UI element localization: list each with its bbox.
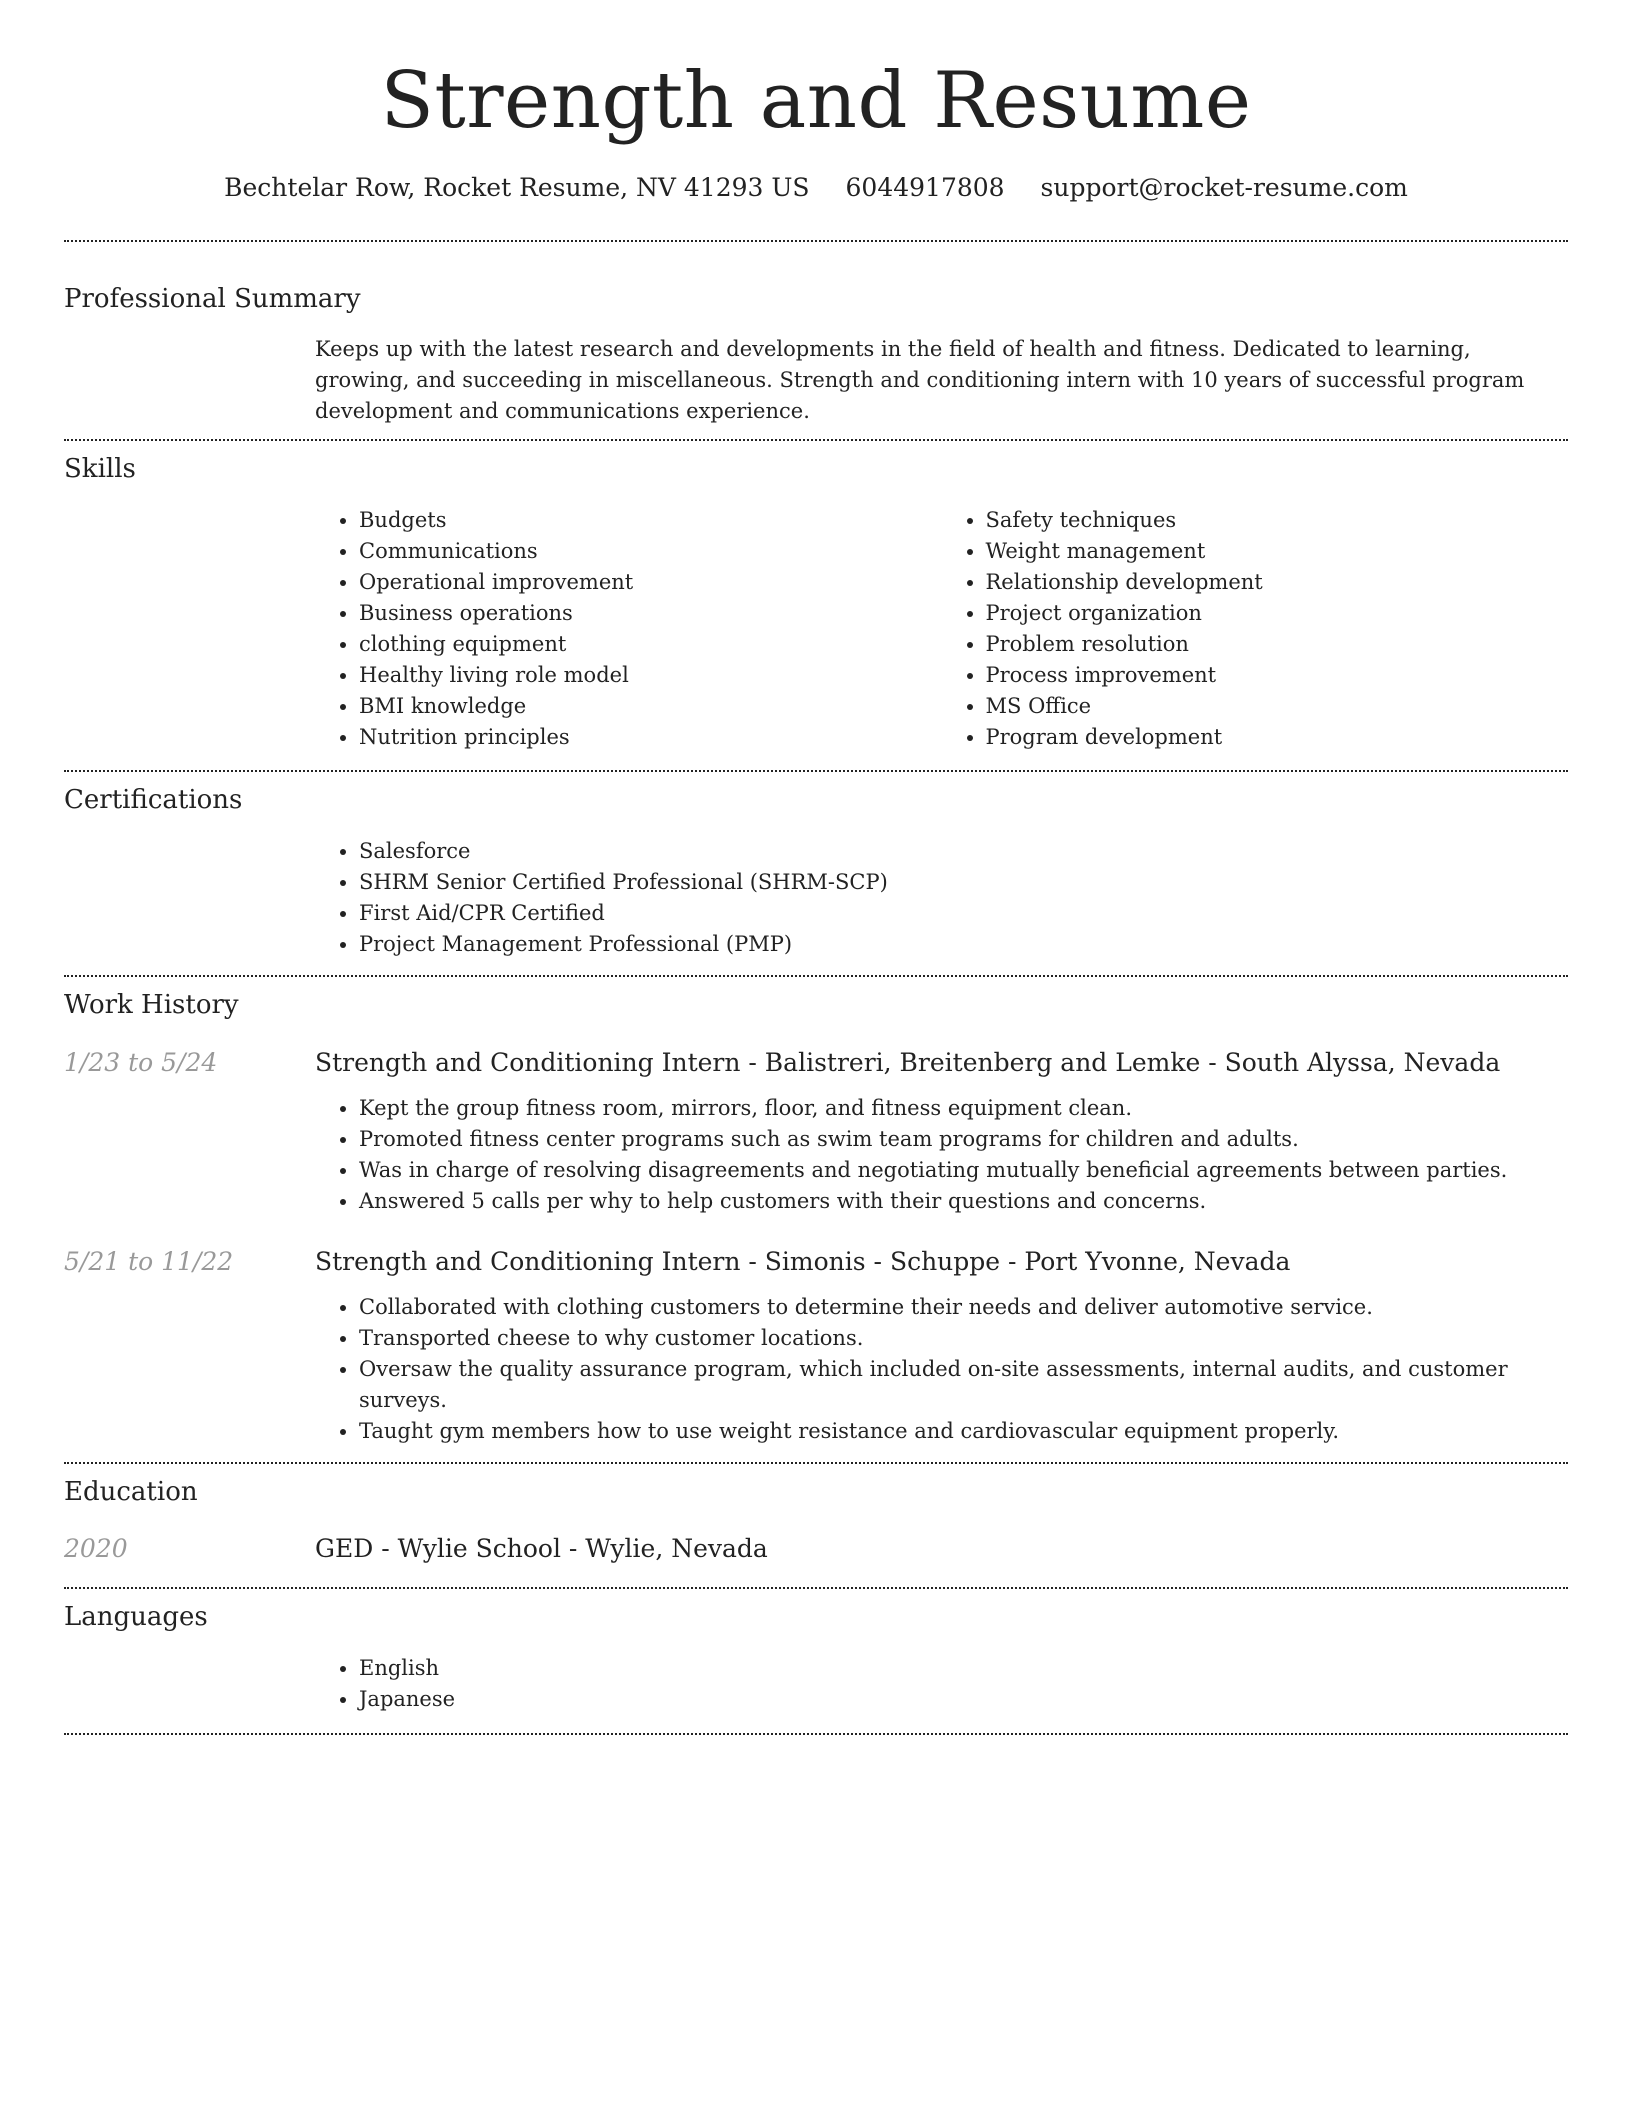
work-section [64,977,1568,1447]
job-title: Strength and Conditioning Intern - Balistreri, Breitenberg and Lemke - South Alyssa, Nevada [315,1048,1501,1077]
job-bullets [315,1093,1568,1217]
list-item: • Japanese [359,1684,1568,1715]
list-item: • Process improvement [986,660,1569,691]
list-item: • Was in charge of resolving disagreements and negotiating mutually beneficial agreements between parties. [359,1155,1568,1186]
certifications-heading: Certifications [64,785,243,815]
list-item: • clothing equipment [359,629,942,660]
summary-text: Keeps up with the latest research and developments in the field of health and fitness. Dedicated to learning, growing, and succeeding in miscellaneous. Strength and conditioning intern with 10 years of successful program development and communications experience. [315,337,1525,423]
resume-page [64,0,1568,1735]
job-entry [64,1244,1568,1447]
list-item: • BMI knowledge [359,691,942,722]
list-item: • Project Management Professional (PMP) [359,929,1568,960]
list-item: • Collaborated with clothing customers to determine their needs and deliver automotive service. [359,1292,1568,1323]
work-heading: Work History [64,990,239,1020]
education-year: 2020 [64,1534,128,1563]
list-item: • Taught gym members how to use weight resistance and cardiovascular equipment properly. [359,1416,1568,1447]
list-item: • Budgets [359,505,942,536]
list-item: • Safety techniques [986,505,1569,536]
skills-heading: Skills [64,454,136,484]
list-item: • Kept the group fitness room, mirrors, floor, and fitness equipment clean. [359,1093,1568,1124]
summary-section [64,242,1568,427]
list-item: • MS Office [986,691,1569,722]
divider [64,1733,1568,1735]
list-item: • Operational improvement [359,567,942,598]
list-item: • Promoted fitness center programs such as swim team programs for children and adults. [359,1124,1568,1155]
skills-list-left [315,505,942,753]
education-section [64,1464,1568,1567]
education-heading: Education [64,1477,198,1507]
job-dates: 5/21 to 11/22 [64,1247,234,1276]
certifications-section [64,772,1568,960]
list-item: • Program development [986,722,1569,753]
list-item: • Healthy living role model [359,660,942,691]
job-entry [64,1045,1568,1217]
contact-phone: 6044917808 [845,173,1005,202]
list-item: • Problem resolution [986,629,1569,660]
education-entry: GED - Wylie School - Wylie, Nevada [315,1534,768,1563]
contact-line [64,170,1568,206]
list-item: • Business operations [359,598,942,629]
job-dates: 1/23 to 5/24 [64,1048,218,1077]
resume-name: Strength and Resume [380,56,1252,146]
certifications-list [315,836,1568,960]
job-title: Strength and Conditioning Intern - Simonis - Schuppe - Port Yvonne, Nevada [315,1247,1291,1276]
list-item: • Weight management [986,536,1569,567]
languages-heading: Languages [64,1602,208,1632]
list-item: • Relationship development [986,567,1569,598]
list-item: • SHRM Senior Certified Professional (SHRM-SCP) [359,867,1568,898]
list-item: • Oversaw the quality assurance program, which included on-site assessments, internal audits, and customer surveys. [359,1354,1568,1416]
list-item: • Project organization [986,598,1569,629]
list-item: • First Aid/CPR Certified [359,898,1568,929]
contact-address: Bechtelar Row, Rocket Resume, NV 41293 US [224,173,810,202]
list-item: • Communications [359,536,942,567]
list-item: • Salesforce [359,836,1568,867]
languages-list [315,1653,1568,1715]
contact-email: support@rocket-resume.com [1040,173,1408,202]
list-item: • Transported cheese to why customer locations. [359,1323,1568,1354]
skills-section [64,441,1568,753]
job-bullets [315,1292,1568,1447]
skills-list-right [942,505,1569,753]
list-item: • English [359,1653,1568,1684]
list-item: • Answered 5 calls per why to help customers with their questions and concerns. [359,1186,1568,1217]
list-item: • Nutrition principles [359,722,942,753]
languages-section [64,1589,1568,1715]
summary-heading: Professional Summary [64,284,361,314]
